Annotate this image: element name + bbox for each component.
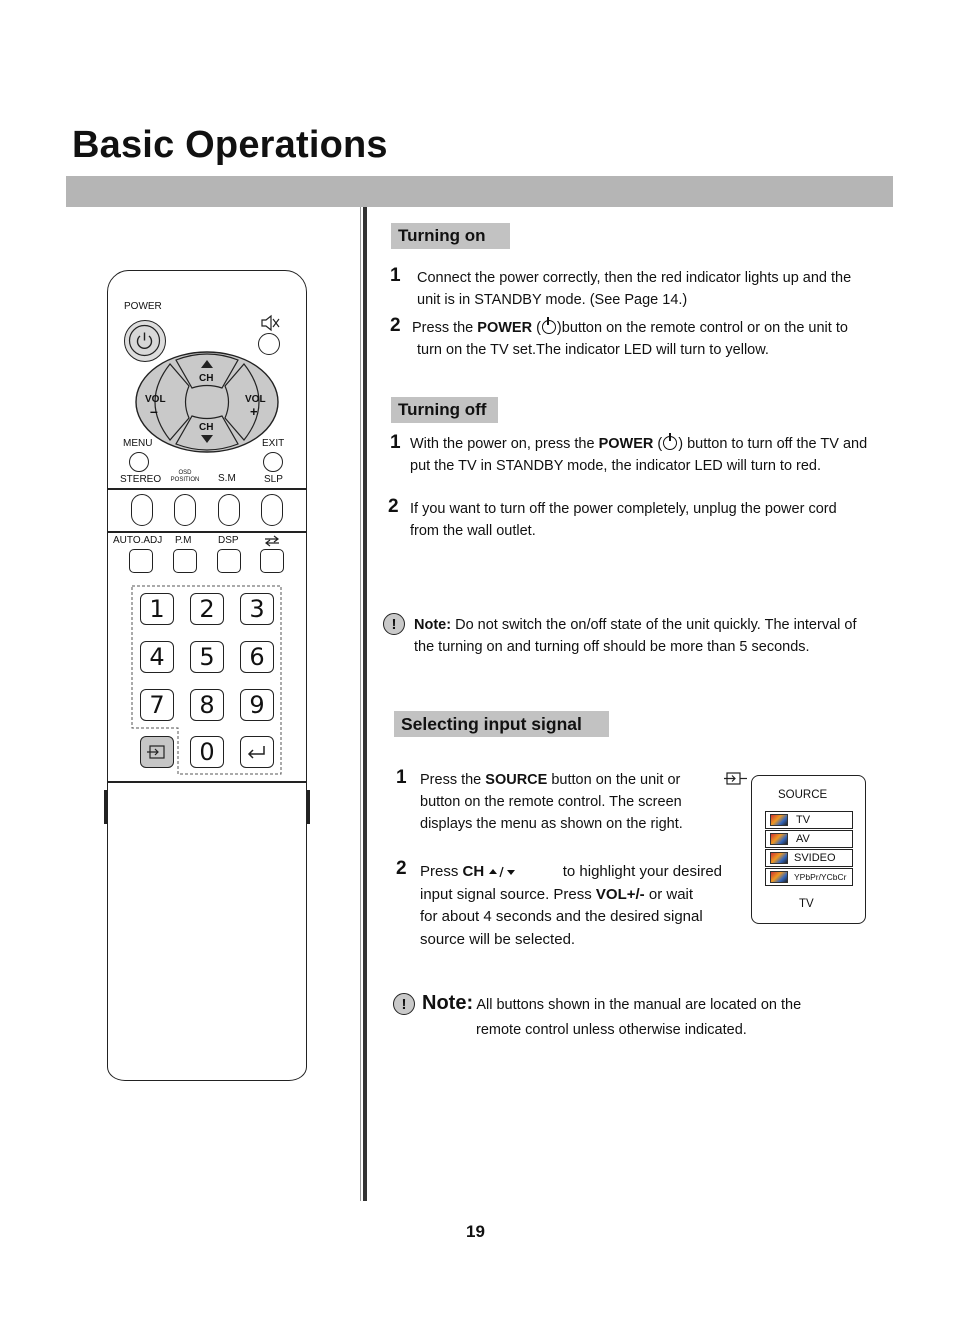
text-line: Connect the power correctly, then the red indicator lights up and the	[417, 270, 852, 286]
step-number: 2	[388, 496, 399, 517]
mute-icon	[260, 314, 280, 332]
text-line	[414, 614, 890, 636]
text: button on the unit or	[547, 772, 681, 788]
osd-label-line1: OSD	[178, 470, 192, 476]
text-line	[410, 433, 890, 455]
text: With the power on, press the	[410, 436, 599, 452]
source-menu-title: SOURCE	[778, 789, 828, 801]
section-heading-turning-off: Turning off	[391, 397, 498, 423]
source-menu-item-label: YPbPr/YCbCr	[794, 872, 847, 882]
page-number: 19	[466, 1222, 485, 1241]
svideo-icon	[770, 852, 788, 864]
bold-text: CH	[462, 863, 485, 880]
text-line	[422, 990, 850, 1018]
text-line	[412, 317, 887, 339]
vol-left-label: VOL	[145, 394, 166, 405]
note-2	[422, 990, 850, 1042]
note-label: Note:	[414, 617, 452, 633]
key-3[interactable]: 3	[240, 593, 274, 625]
stereo-label: STEREO	[120, 474, 162, 485]
warning-icon: !	[383, 613, 405, 635]
step-number: 2	[396, 858, 407, 879]
exit-label: EXIT	[262, 438, 285, 449]
source-menu-item-label: SVIDEO	[794, 852, 836, 864]
osd-position-label	[168, 470, 202, 484]
column-divider	[363, 207, 367, 1201]
source-menu-item-label: TV	[796, 814, 811, 826]
remote-side-notch-left	[104, 790, 107, 824]
vol-right-label: VOL	[245, 394, 266, 405]
remote-divider	[108, 531, 306, 533]
osd-label-line2: POSITION	[170, 477, 200, 483]
swap-icon	[262, 535, 282, 547]
key-4[interactable]: 4	[140, 641, 174, 673]
enter-button[interactable]	[240, 736, 274, 768]
menu-button[interactable]	[129, 452, 149, 472]
tv-icon	[770, 814, 788, 826]
source-menu-item-ypbpr	[765, 868, 853, 886]
pm-button[interactable]	[173, 549, 197, 573]
text-line: turn on the TV set.The indicator LED will turn to yellow.	[417, 342, 769, 358]
source-icon	[724, 772, 748, 786]
text: )button on the remote control or on the unit to	[556, 320, 848, 336]
note-1	[414, 614, 890, 658]
text: All buttons shown in the manual are located on the	[473, 997, 802, 1013]
text-line: source will be selected.	[420, 930, 576, 948]
key-0[interactable]: 0	[190, 736, 224, 768]
text: or wait	[644, 885, 694, 903]
key-5[interactable]: 5	[190, 641, 224, 673]
remote-side-notch-right	[307, 790, 310, 824]
key-6[interactable]: 6	[240, 641, 274, 673]
ch-down-label: CH	[199, 422, 214, 433]
dsp-label: DSP	[218, 535, 239, 546]
ch-up-down-arrows-icon	[488, 866, 518, 878]
swap-button[interactable]	[260, 549, 284, 573]
text	[420, 861, 518, 884]
turning-on-step2	[412, 317, 887, 361]
sm-button[interactable]	[218, 494, 240, 526]
section-heading-turning-on: Turning on	[391, 223, 510, 249]
source-menu-item-av	[765, 830, 853, 848]
text-line: displays the menu as shown on the right.	[420, 816, 683, 832]
key-7[interactable]: 7	[140, 689, 174, 721]
selecting-step2	[420, 861, 722, 951]
power-icon	[542, 320, 556, 334]
key-8[interactable]: 8	[190, 689, 224, 721]
text: Do not switch the on/off state of the unit quickly. The interval of	[451, 617, 857, 633]
text-line: unit is in STANDBY mode. (See Page 14.)	[417, 292, 688, 308]
vol-minus-sign: –	[150, 403, 158, 419]
source-menu-illustration	[751, 775, 866, 924]
source-button[interactable]	[140, 736, 174, 768]
ypbpr-icon	[770, 871, 788, 883]
source-menu-item-svideo	[765, 849, 853, 867]
bold-text: SOURCE	[485, 772, 548, 788]
exit-button[interactable]	[263, 452, 283, 472]
ch-up-label: CH	[199, 373, 214, 384]
power-label: POWER	[124, 301, 162, 312]
text: Press	[420, 863, 463, 880]
warning-icon: !	[393, 993, 415, 1015]
note-label: Note:	[422, 992, 474, 1014]
text-line: button on the remote control. The screen	[420, 794, 682, 810]
text-line: If you want to turn off the power completely, unplug the power cord	[410, 501, 837, 517]
dsp-button[interactable]	[217, 549, 241, 573]
remote-divider	[108, 488, 306, 490]
header-bar	[66, 176, 893, 207]
source-menu-item-label: AV	[796, 833, 810, 845]
slp-label: SLP	[264, 474, 283, 485]
page-title: Basic Operations	[72, 124, 388, 166]
menu-label: MENU	[123, 438, 153, 449]
text-line	[420, 861, 722, 884]
remote-control-lower-body	[107, 781, 307, 1081]
text-line: put the TV in STANDBY mode, the indicator LED will turn to red.	[410, 458, 822, 474]
source-icon	[146, 744, 168, 760]
auto-adj-button[interactable]	[129, 549, 153, 573]
step-number: 1	[390, 265, 401, 286]
step-number: 2	[390, 315, 401, 336]
vol-plus-sign: +	[250, 404, 258, 419]
bold-text: POWER	[598, 436, 654, 452]
power-icon	[663, 436, 677, 450]
av-icon	[770, 833, 788, 845]
text: ) button to turn off the TV and	[678, 436, 868, 452]
selecting-step1	[420, 769, 722, 835]
text-line: for about 4 seconds and the desired signal	[420, 908, 703, 925]
enter-icon	[246, 744, 268, 760]
stereo-button[interactable]	[131, 494, 153, 526]
turning-off-step2	[410, 498, 890, 542]
key-9[interactable]: 9	[240, 689, 274, 721]
step-number: 1	[396, 767, 407, 788]
step-number: 1	[390, 432, 401, 453]
turning-on-step1	[417, 267, 887, 311]
sm-label: S.M	[218, 473, 236, 484]
bold-text: POWER	[477, 320, 533, 336]
section-heading-selecting-input: Selecting input signal	[394, 711, 609, 737]
text: input signal source. Press	[420, 885, 596, 903]
slp-button[interactable]	[261, 494, 283, 526]
turning-off-step1	[410, 433, 890, 477]
auto-adj-label: AUTO.ADJ	[113, 535, 163, 546]
text: (	[653, 436, 663, 452]
text: Press the	[412, 320, 478, 336]
text: Press the	[420, 772, 486, 788]
pm-label: P.M	[175, 535, 192, 546]
text-line	[420, 769, 722, 791]
source-menu-current: TV	[799, 898, 814, 910]
text-line: the turning on and turning off should be more than 5 seconds.	[414, 639, 810, 655]
text-line: from the wall outlet.	[410, 523, 536, 539]
bold-text: VOL+/-	[595, 885, 645, 903]
text: to highlight your desired	[562, 863, 722, 880]
key-1[interactable]: 1	[140, 593, 174, 625]
source-menu-item-tv	[765, 811, 853, 829]
key-2[interactable]: 2	[190, 593, 224, 625]
text-line: remote control unless otherwise indicated.	[476, 1022, 747, 1038]
text: (	[532, 320, 541, 336]
text-line	[420, 884, 722, 907]
osd-position-button[interactable]	[174, 494, 196, 526]
